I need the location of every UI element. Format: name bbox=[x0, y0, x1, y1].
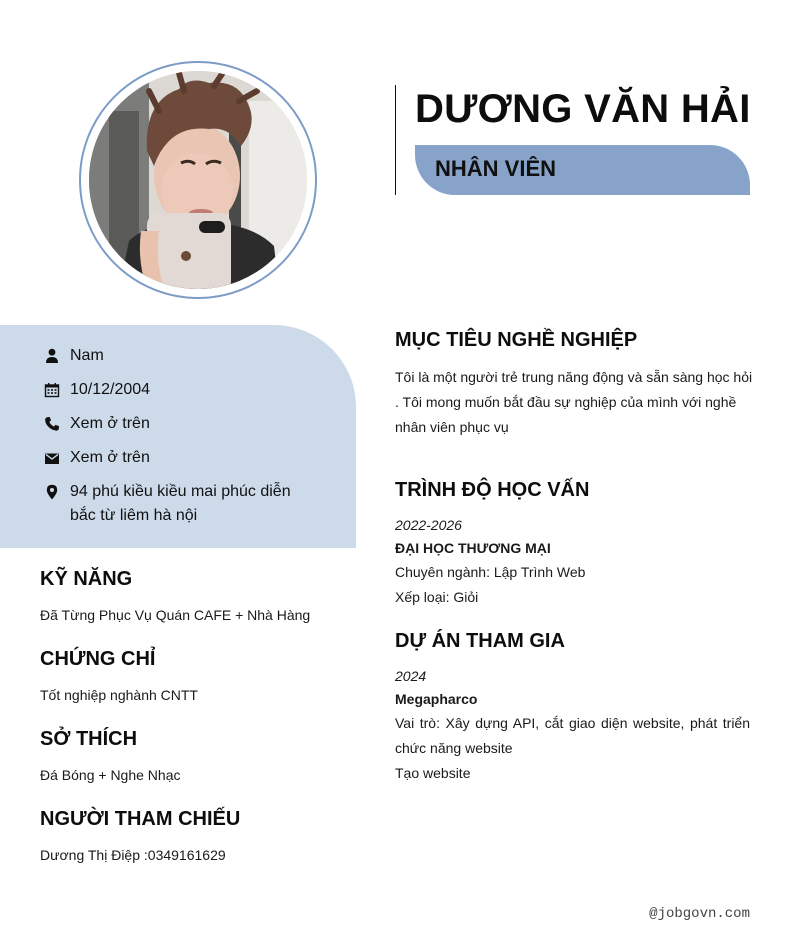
position-label: NHÂN VIÊN bbox=[435, 156, 557, 181]
hobbies-text: Đá Bóng + Nghe Nhạc bbox=[40, 767, 181, 783]
education-heading: TRÌNH ĐỘ HỌC VẤN bbox=[395, 479, 590, 501]
education-grade: Xếp loại: Giỏi bbox=[395, 589, 479, 605]
project-year: 2024 bbox=[395, 668, 427, 684]
contact-address bbox=[40, 480, 310, 528]
education-school: ĐẠI HỌC THƯƠNG MẠI bbox=[395, 540, 551, 556]
objective-heading: MỤC TIÊU NGHỀ NGHIỆP bbox=[395, 329, 638, 351]
calendar-icon bbox=[40, 378, 64, 402]
watermark: @jobgovn.com bbox=[649, 906, 750, 922]
project-name: Megapharco bbox=[395, 691, 478, 707]
certificates-heading: CHỨNG CHỈ bbox=[40, 648, 156, 670]
candidate-name: DƯƠNG VĂN HẢI bbox=[415, 87, 751, 131]
email-value: Xem ở trên bbox=[70, 449, 150, 466]
header-divider bbox=[395, 85, 396, 195]
education-major: Chuyên ngành: Lập Trình Web bbox=[395, 564, 586, 580]
certificates-text: Tốt nghiệp nghành CNTT bbox=[40, 687, 198, 703]
education-period: 2022-2026 bbox=[395, 517, 462, 533]
references-heading: NGƯỜI THAM CHIẾU bbox=[40, 808, 241, 830]
contact-gender bbox=[40, 344, 310, 368]
avatar bbox=[89, 71, 307, 289]
projects-heading: DỰ ÁN THAM GIA bbox=[395, 630, 565, 652]
skills-heading: KỸ NĂNG bbox=[40, 568, 133, 590]
hobbies-heading: SỞ THÍCH bbox=[40, 728, 138, 750]
project-description: Tạo website bbox=[395, 765, 471, 781]
phone-value: Xem ở trên bbox=[70, 415, 150, 432]
objective-text: Tôi là một người trẻ trung năng động và sẵn sàng học hỏi . Tôi mong muốn bắt đầu sự nghiệp của mình với nghề nhân viên phục vụ bbox=[395, 369, 753, 435]
position-badge bbox=[415, 145, 750, 195]
project-role: Vai trò: Xây dựng API, cắt giao diện website, phát triển chức năng website bbox=[395, 715, 750, 756]
gender-value: Nam bbox=[70, 347, 104, 364]
contact-birthday bbox=[40, 378, 310, 402]
birthday-value: 10/12/2004 bbox=[70, 381, 151, 398]
location-icon bbox=[40, 480, 64, 508]
profile-photo-icon bbox=[89, 71, 307, 289]
person-icon bbox=[40, 344, 64, 368]
phone-icon bbox=[40, 412, 64, 436]
skills-text: Đã Từng Phục Vụ Quán CAFE + Nhà Hàng bbox=[40, 607, 311, 623]
address-value: 94 phú kiều kiều mai phúc diễn bắc từ liêm hà nội bbox=[70, 483, 291, 524]
references-text: Dương Thị Điệp :0349161629 bbox=[40, 847, 226, 863]
contact-phone bbox=[40, 412, 310, 436]
contact-email bbox=[40, 446, 310, 470]
email-icon bbox=[40, 446, 64, 470]
